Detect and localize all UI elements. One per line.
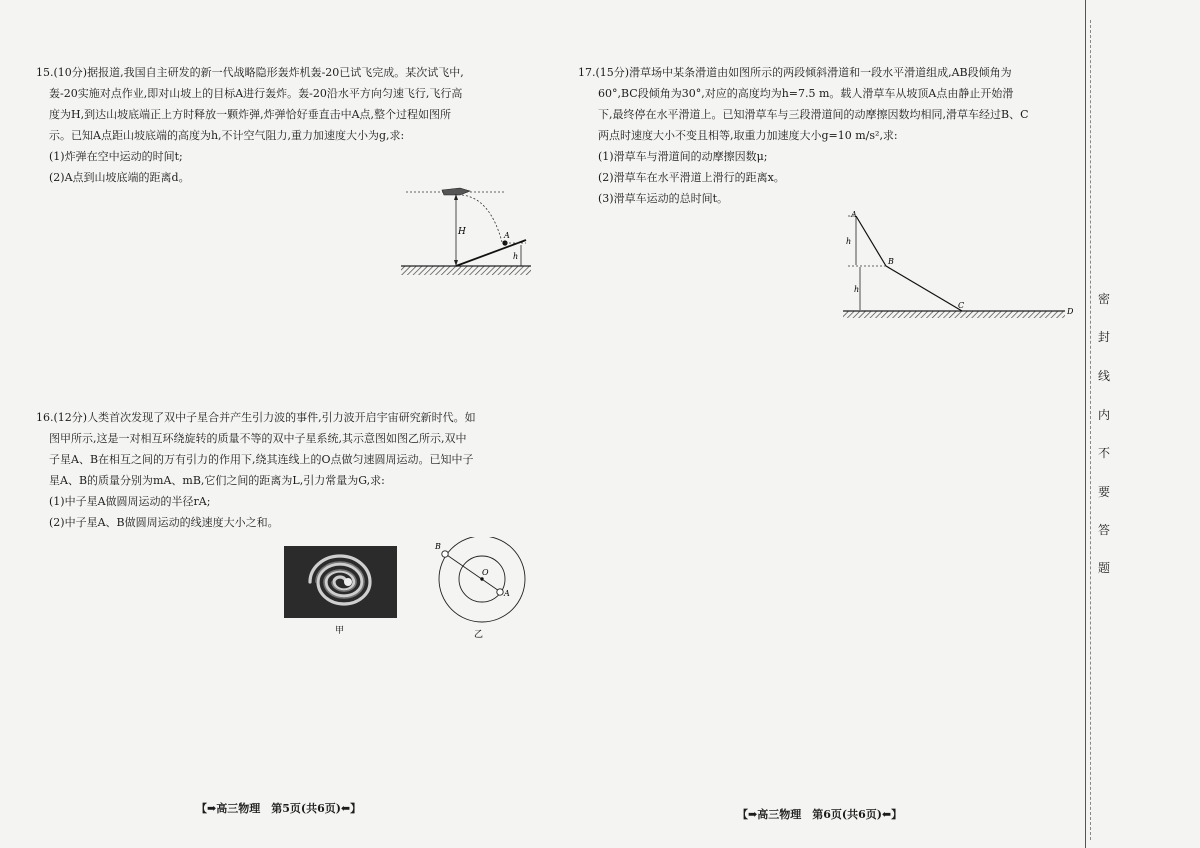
q17-line-1: 17.(15分)滑草场中某条滑道由如图所示的两段倾斜滑道和一段水平滑道组成,AB段倾角为 [578, 66, 1012, 79]
q17-part-3: (3)滑草车运动的总时间t。 [598, 192, 729, 205]
core-glow [344, 578, 352, 586]
q15-figure [398, 182, 534, 280]
label-B: B [435, 542, 441, 551]
q15-line-2: 轰-20实施对点作业,即对山坡上的目标A进行轰炸。轰-20沿水平方向匀速飞行,飞行高 [49, 87, 463, 100]
label-A: A [504, 231, 510, 240]
q15-part-1: (1)炸弹在空中运动的时间t; [49, 150, 183, 163]
ground-hatch [843, 311, 1065, 318]
question-17 [578, 62, 1078, 209]
seal-char-6: 要 [1097, 485, 1110, 499]
bomb-trajectory [462, 195, 502, 242]
binding-dashed-line [1090, 20, 1091, 840]
seal-char-3: 线 [1097, 369, 1110, 383]
q15-line-1: 15.(10分)据报道,我国自主研发的新一代战略隐形轰炸机轰-20已试飞完成。某次试飞中, [36, 66, 464, 79]
q16-figure-jia [283, 545, 399, 637]
bomber-icon [442, 188, 470, 195]
q16-line-2: 图甲所示,这是一对相互环绕旋转的质量不等的双中子星系统,其示意图如图乙所示,双中 [49, 432, 467, 445]
seal-char-7: 答 [1097, 523, 1110, 537]
star-A [497, 589, 503, 595]
q17-line-2: 60°,BC段倾角为30°,对应的高度均为h=7.5 m。载人滑草车从坡顶A点由静止开始滑 [598, 87, 1014, 100]
label-h-lower: h [854, 285, 860, 294]
q15-part-2: (2)A点到山坡底端的距离d。 [49, 171, 190, 184]
star-B [442, 551, 448, 557]
q16-part-1: (1)中子星A做圆周运动的半径rA; [49, 495, 211, 508]
label-h: h [513, 252, 519, 261]
binding-line [1085, 0, 1086, 848]
question-15 [36, 62, 536, 188]
seal-char-1: 密 [1097, 292, 1110, 306]
ground-hatch [401, 266, 531, 275]
slope-AB [856, 216, 886, 266]
label-A: A [851, 210, 857, 219]
q17-line-3: 下,最终停在水平滑道上。已知滑草车与三段滑道间的动摩擦因数均相同,滑草车经过B、C [598, 108, 1029, 121]
q17-part-1: (1)滑草车与滑道间的动摩擦因数μ; [598, 150, 768, 163]
q17-part-2: (2)滑草车在水平滑道上滑行的距离x。 [598, 171, 785, 184]
slope-BC [886, 266, 965, 311]
q17-line-4: 两点时速度大小不变且相等,取重力加速度大小g=10 m/s²,求: [598, 129, 898, 142]
q16-line-3: 子星A、B在相互之间的万有引力的作用下,绕其连线上的O点做匀速圆周运动。已知中子 [49, 453, 474, 466]
label-jia: 甲 [335, 626, 345, 636]
q16-line-4: 星A、B的质量分别为mA、mB,它们之间的距离为L,引力常量为G,求: [49, 474, 385, 487]
seal-char-5: 不 [1097, 446, 1110, 460]
question-16 [36, 407, 536, 533]
q16-figure-yi [430, 537, 530, 641]
label-B: B [888, 257, 894, 266]
footer-page-6: 【➡高三物理 第6页(共6页)⬅】 [737, 808, 903, 821]
q16-line-1: 16.(12分)人类首次发现了双中子星合并产生引力波的事件,引力波开启宇宙研究新时代。如 [36, 411, 476, 424]
seal-char-2: 封 [1097, 330, 1110, 344]
center-O [480, 577, 483, 580]
label-O: O [482, 568, 489, 577]
seal-char-4: 内 [1097, 408, 1110, 422]
label-H: H [458, 227, 466, 237]
seal-char-8: 题 [1097, 561, 1110, 575]
q16-part-2: (2)中子星A、B做圆周运动的线速度大小之和。 [49, 516, 279, 529]
footer-page-5: 【➡高三物理 第5页(共6页)⬅】 [196, 802, 362, 815]
label-h-upper: h [846, 237, 852, 246]
label-D: D [1067, 307, 1074, 316]
q15-line-3: 度为H,到达山坡底端正上方时释放一颗炸弹,炸弹恰好垂直击中A点,整个过程如图所 [49, 108, 452, 121]
q17-figure [838, 208, 1078, 322]
q15-line-4: 示。已知A点距山坡底端的高度为h,不计空气阻力,重力加速度大小为g,求: [49, 129, 405, 142]
label-A: A [504, 589, 510, 598]
label-yi: 乙 [474, 630, 484, 640]
label-C: C [958, 301, 965, 310]
